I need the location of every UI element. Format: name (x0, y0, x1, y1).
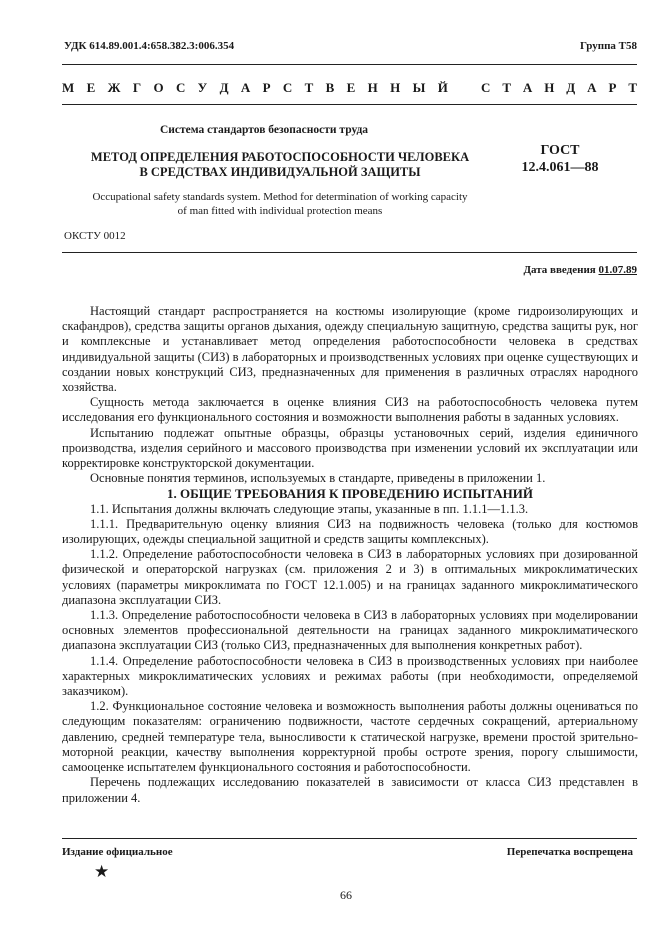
document-title (62, 150, 498, 180)
introduction-date (523, 264, 637, 276)
date-value: 01.07.89 (598, 264, 637, 276)
footer-rule (62, 838, 637, 839)
banner-rule (62, 104, 637, 105)
english-title-line-2: of man fitted with individual protection means (177, 205, 383, 217)
gost-label: ГОСТ (540, 143, 580, 158)
section-paragraph: 1.1.1. Предварительную оценку влияния СИЗ на подвижность человека (только для костюмов изолирующих, одежды специальной защитной и средств защиты комплексных). (62, 516, 638, 547)
star-icon: ★ (94, 862, 110, 881)
section-paragraph: 1.2. Функциональное состояние человека и возможность выполнения работы должны оцениваться по следующим показателям: ограничению подвижности, частоте сердечных сокращений, артериальному давлению, средней температуре тела, выносливости к статической нагрузке, времени простой зрительно-моторной реакции, качеству выполнения корректурной пробы остроте зрения, порогу слышимости, самооценке испытателем функционального состояния и работоспособности. (62, 699, 638, 775)
title-line-1: МЕТОД ОПРЕДЕЛЕНИЯ РАБОТОСПОСОБНОСТИ ЧЕЛОВЕКА (90, 150, 470, 164)
title-line-2: В СРЕДСТВАХ ИНДИВИДУАЛЬНОЙ ЗАЩИТЫ (139, 165, 421, 179)
page-number: 66 (340, 888, 352, 902)
group-code: Группа Т58 (579, 40, 637, 52)
intro-paragraph: Настоящий стандарт распространяется на костюмы изолирующие (кроме гидроизолирующих и скафандров), средства защиты органов дыхания, одежду специальную защитную, средства защиты рук, ног и комплексные и устанавливает метод определения работоспособности человека в средствах индивидуальной защиты (СИЗ) в лабораторных и производственных условиях при оценке существующих и создании новых конструкций СИЗ, предназначенных для применения в различных отраслях народного хозяйства. (62, 304, 639, 395)
english-title (62, 190, 498, 218)
interstate-standard-banner (62, 80, 637, 96)
english-title-line-1: Occupational safety standards system. Method for determination of working capacity (92, 191, 468, 203)
top-rule (62, 64, 637, 65)
header-bottom-rule (62, 252, 637, 253)
standards-system: Система стандартов безопасности труда (160, 124, 369, 136)
section-paragraph: 1.1. Испытания должны включать следующие этапы, указанные в пп. 1.1.1—1.1.3. (90, 501, 529, 516)
banner-word-2: С Т А Н Д А Р Т (481, 80, 637, 95)
section-paragraph: 1.1.3. Определение работоспособности человека в СИЗ в лабораторных условиях при моделировании основных элементов профессиональной деятельности на границах заданного микроклиматического диапазона эксплуатации СИЗ (только СИЗ, предназначенных для выполнения конкретных работ). (62, 608, 638, 653)
section-paragraph: 1.1.2. Определение работоспособности человека в СИЗ в лабораторных условиях при дозированной физической и операторской нагрузках (см. приложения 2 и 3) в оптимальных микроклиматических условиях (параметры микроклимата по ГОСТ 12.1.005) и на границах заданного микроклиматического диапазона эксплуатации СИЗ. (62, 547, 638, 607)
intro-paragraph: Испытанию подлежат опытные образцы, образцы установочных серий, изделия единичного производства, изделия серийного и массового производства при изменении условий их эксплуатации или корректировке конструкторской документации. (62, 425, 638, 471)
intro-paragraph: Сущность метода заключается в оценке влияния СИЗ на работоспособность человека путем исследования его функционального состояния и возможности выполнения работы в заданных условиях. (62, 395, 638, 425)
section-paragraph: Перечень подлежащих исследованию показателей в зависимости от класса СИЗ представлен в приложении 4. (62, 775, 638, 805)
okstu-code: ОКСТУ 0012 (64, 230, 126, 242)
intro-paragraph: Основные понятия терминов, используемых в стандарте, приведены в приложении 1. (90, 471, 546, 486)
gost-number (500, 142, 620, 176)
section-heading: 1. ОБЩИЕ ТРЕБОВАНИЯ К ПРОВЕДЕНИЮ ИСПЫТАНИЙ (167, 486, 533, 502)
reprint-prohibited: Перепечатка воспрещена (506, 846, 633, 858)
document-body (62, 304, 638, 806)
udk-code: УДК 614.89.001.4:658.382.3:006.354 (64, 40, 235, 52)
date-label: Дата введения (523, 264, 596, 276)
gost-code: 12.4.061—88 (521, 160, 599, 175)
banner-word-1: М Е Ж Г О С У Д А Р С Т В Е Н Н Ы Й (62, 80, 448, 95)
official-edition: Издание официальное (62, 846, 173, 858)
section-paragraph: 1.1.4. Определение работоспособности человека в СИЗ в производственных условиях при наиболее характерных микроклиматических условиях и режимах работы (при необходимости, определяемой заказчиком). (62, 653, 638, 699)
